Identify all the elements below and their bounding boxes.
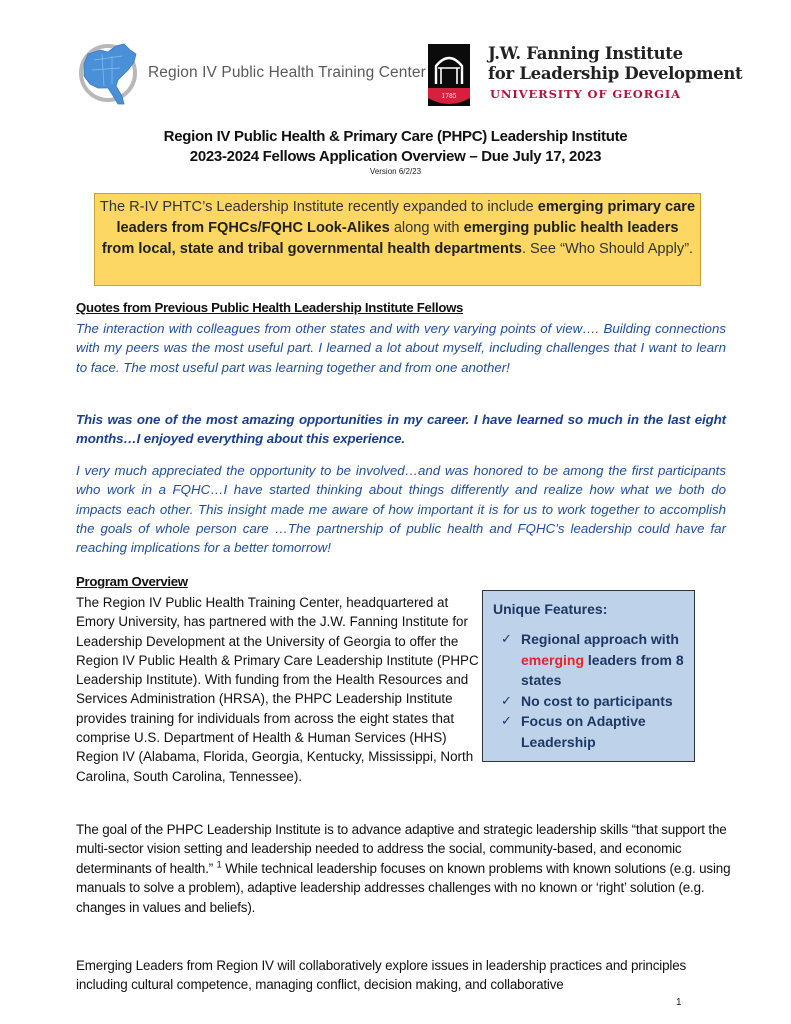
fanning-logo-line1: J.W. Fanning Institute bbox=[488, 44, 683, 63]
unique-features-title: Unique Features: bbox=[493, 601, 608, 617]
page-number: 1 bbox=[676, 997, 682, 1008]
program-overview-body: The Region IV Public Health Training Center, headquartered at Emory University, has partnered with the J.W. Fanning Institute for Leadership Development at the University of Georgia to offer the Region IV Public Health & Primary Care Leadership Institute (PHPC Leadership Institute). With funding from the Health Resources and Services Administration (HRSA), the PHPC Leadership Institute provides training for individuals from across the eight states that comprise U.S. Department of Health & Human Services (HHS) Region IV (Alabama, Florida, Georgia, Kentucky, Mississippi, North Carolina, South Carolina, Tennessee). bbox=[76, 595, 479, 784]
document-subtitle: 2023-2024 Fellows Application Overview – Due July 17, 2023 bbox=[189, 148, 602, 165]
feature-item: ✓ No cost to participants bbox=[493, 691, 694, 712]
callout-emphasis: emerging primary care leaders from FQHCs/FQHC Look-Alikes bbox=[116, 199, 696, 236]
fanning-institute-logo bbox=[428, 44, 743, 110]
callout-text: The R-IV PHTC’s Leadership Institute recently expanded to include bbox=[99, 199, 538, 215]
fanning-logo-line2: for Leadership Development bbox=[488, 64, 743, 83]
uga-arch-icon bbox=[428, 44, 470, 106]
unique-features-box bbox=[482, 590, 695, 762]
southeast-us-map-icon bbox=[78, 40, 144, 108]
feature-item: ✓ Regional approach with emerging leaders from 8 states bbox=[501, 631, 684, 688]
region-iv-phtc-logo bbox=[78, 40, 426, 108]
version-label: Version 6/2/23 bbox=[369, 167, 422, 176]
callout-text: . See “Who Should Apply”. bbox=[521, 241, 694, 257]
document-title: Region IV Public Health & Primary Care (PHPC) Leadership Institute bbox=[163, 128, 628, 145]
uga-logo-line: UNIVERSITY OF GEORGIA bbox=[490, 87, 681, 101]
footnote-marker[interactable]: 1 bbox=[216, 859, 222, 870]
checkmark-icon: ✓ bbox=[501, 631, 512, 646]
fellow-quote: The interaction with colleagues from other states and with very varying points of view…. Building connections with my peers was the most useful part. I learned a lot about myself, including challenges that I want to learn to face. The most useful part was learning together and from one another! bbox=[76, 321, 726, 375]
program-overview-heading: Program Overview bbox=[76, 574, 188, 589]
fellow-quote: I very much appreciated the opportunity to be involved…and was honored to be among the first participants who work in a FQHC…I have started thinking about things differently and realize how what we both do impacts each other. This insight made me aware of how important it is for us to work together to accomplish the goals of whole person care …The partnership of public health and FQHC’s leadership could have far reaching implications for a better tomorrow! bbox=[76, 463, 726, 556]
svg-text:1785: 1785 bbox=[441, 93, 457, 100]
feature-item: ✓ Focus on Adaptive Leadership bbox=[501, 713, 646, 750]
checkmark-icon: ✓ bbox=[501, 713, 512, 728]
emerging-leaders-paragraph: Emerging Leaders from Region IV will collaboratively explore issues in leadership practices and principles including cultural competence, managing conflict, decision making, and collaborative bbox=[76, 958, 687, 993]
callout-text: along with bbox=[389, 220, 464, 236]
phtc-logo-text: Region IV Public Health Training Center bbox=[148, 64, 426, 81]
expansion-callout bbox=[94, 193, 701, 286]
fellow-quote: This was one of the most amazing opportunities in my career. I have learned so much in the last eight months…I enjoyed everything about this experience. bbox=[76, 412, 726, 447]
unique-features-list bbox=[493, 629, 694, 752]
checkmark-icon: ✓ bbox=[501, 692, 512, 708]
quotes-heading: Quotes from Previous Public Health Leadership Institute Fellows bbox=[76, 300, 464, 315]
goal-paragraph: The goal of the PHPC Leadership Institute is to advance adaptive and strategic leadership skills “that support the multi-sector vision setting and leadership needed to address the social, community-based, and economic determinants of health.” $^1$ While technical leadership focuses on known problems with known solutions (e.g. using manuals to solve a problem), adaptive leadership addresses challenges with no known or ‘right’ solution (e.g. changes in values and beliefs). bbox=[76, 822, 731, 915]
callout-emphasis: emerging public health leaders from local, state and tribal governmental health departments bbox=[101, 220, 679, 257]
emerging-highlight: emerging bbox=[521, 651, 585, 668]
